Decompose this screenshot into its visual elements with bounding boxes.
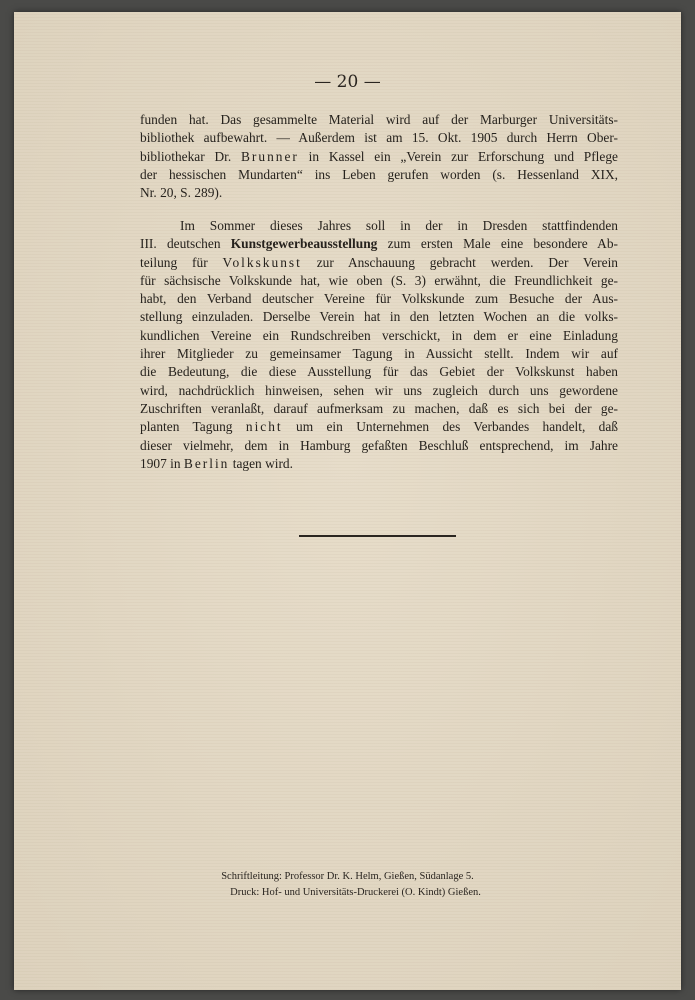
text-line: der hessischen Mundarten“ ins Leben gerufen worden (s. Hessenland XIX, bbox=[140, 166, 618, 182]
imprint-editor: Schriftleitung: Professor Dr. K. Helm, Gießen, Südanlage 5. bbox=[221, 871, 474, 882]
text-line: bibliothekar Dr. Brunner in Kassel ein „Verein zur Erforschung und Pflege bbox=[140, 148, 618, 164]
text-line: stellung einzuladen. Derselbe Verein hat in den letzten Wochen an die volks- bbox=[140, 309, 618, 325]
text-line: teilung für Volkskunst zur Anschauung gebracht werden. Der Verein bbox=[140, 254, 618, 270]
spaced-name-brunner: Brunner bbox=[240, 148, 299, 164]
imprint bbox=[14, 869, 681, 901]
text-line: bibliothek aufbewahrt. — Außerdem ist am 15. Okt. 1905 durch Herrn Ober- bbox=[140, 130, 618, 146]
spaced-term-berlin: Berlin bbox=[183, 455, 230, 471]
text-line: wird, nachdrücklich hinweisen, sehen wir uns zugleich durch uns gewordene bbox=[140, 382, 618, 398]
text-line: habt, den Verband deutscher Vereine für Volkskunde zum Besuche der Aus- bbox=[140, 291, 618, 307]
bold-term-kunstgewerbeausstellung: Kunstgewerbeausstellung bbox=[230, 236, 378, 252]
page-number: — 20 — bbox=[314, 72, 381, 92]
text-line: die Bedeutung, die diese Ausstellung für das Gebiet der Volkskunst haben bbox=[140, 364, 618, 380]
imprint-printer: Druck: Hof- und Universitäts-Druckerei (O. Kindt) Gießen. bbox=[230, 887, 481, 898]
text-line: dieser vielmehr, dem in Hamburg gefaßten Beschluß entsprechend, im Jahre bbox=[140, 437, 618, 453]
text-line: III. deutschen Kunstgewerbeausstellung zum ersten Male eine besondere Ab- bbox=[140, 236, 619, 252]
paragraph-2 bbox=[140, 217, 618, 473]
spaced-term-nicht: nicht bbox=[245, 419, 283, 435]
text-line: 1907 in Berlin tagen wird. bbox=[140, 455, 293, 471]
section-divider bbox=[299, 535, 456, 537]
paragraph-1 bbox=[140, 111, 618, 202]
text-line: ihrer Mitglieder zu gemeinsamer Tagung in Aussicht stellt. Indem wir auf bbox=[140, 346, 618, 362]
text-line: planten Tagung nicht um ein Unternehmen des Verbandes handelt, daß bbox=[140, 419, 618, 435]
text-line: für sächsische Volkskunde hat, wie oben (S. 3) erwähnt, die Freundlichkeit ge- bbox=[140, 272, 618, 288]
text-line: Zuschriften veranlaßt, darauf aufmerksam zu machen, daß es sich bei der ge- bbox=[140, 400, 618, 416]
text-line: kundlichen Vereine ein Rundschreiben verschickt, in dem er eine Einladung bbox=[140, 327, 618, 343]
text-line: Im Sommer dieses Jahres soll in der in Dresden stattfindenden bbox=[180, 218, 618, 233]
text-line: funden hat. Das gesammelte Material wird auf der Marburger Universitäts- bbox=[140, 112, 618, 127]
text-line: Nr. 20, S. 289). bbox=[140, 185, 223, 201]
spaced-term-volkskunst: Volkskunst bbox=[222, 254, 302, 270]
document-page bbox=[14, 12, 681, 990]
